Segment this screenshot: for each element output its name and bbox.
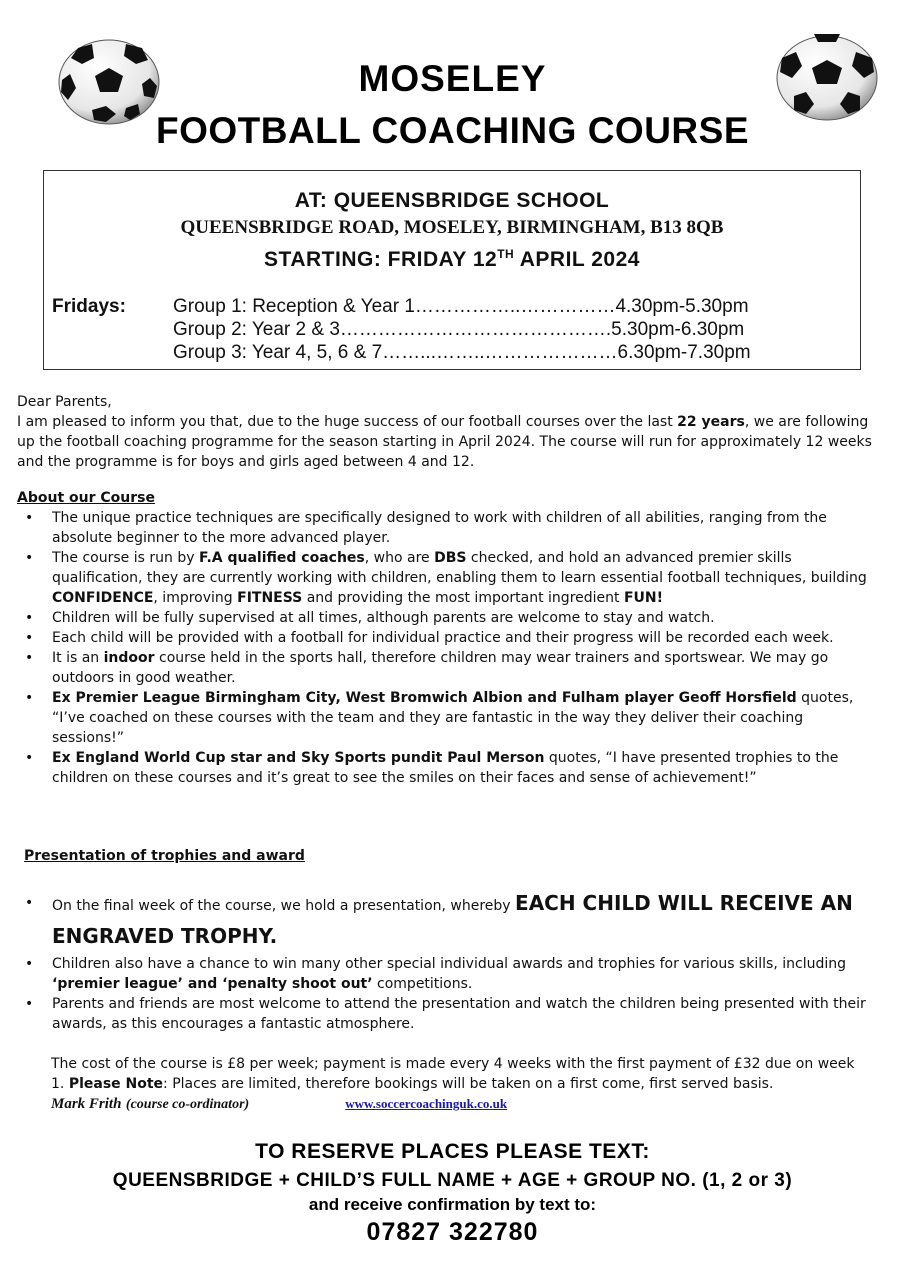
about-item-text: It is an (52, 650, 104, 666)
reserve-confirmation: and receive confirmation by text to: (308, 1195, 597, 1214)
fridays-label: Fridays: (52, 296, 126, 317)
about-item-text: The course is run by (52, 550, 199, 566)
about-item-bold: FUN! (623, 590, 664, 606)
about-list (17, 508, 877, 788)
intro-text: I am pleased to inform you that, due to the huge success of our football courses over the last (17, 414, 678, 430)
list-item (17, 628, 877, 648)
cost-paragraph (51, 1054, 871, 1115)
about-item-text: quotes, “I have presented trophies to the children on these courses and it’s great to see the smiles on their faces and sense of achievement!” (52, 750, 839, 786)
about-item-bold: Ex England World Cup star and Sky Sports pundit Paul Merson (52, 750, 545, 766)
list-item (17, 688, 877, 748)
start-date-prefix: STARTING: FRIDAY 12 (264, 248, 498, 271)
about-item-text: The unique practice techniques are specifically designed to work with children of all abilities, ranging from the absolute beginner to the more advanced player. (52, 510, 827, 546)
about-item-bold: FITNESS (237, 590, 303, 606)
about-item-text: course held in the sports hall, therefore children may wear trainers and sportswear. We may go outdoors in good weather. (52, 650, 829, 686)
cost-note-text: : Places are limited, therefore bookings will be taken on a first come, first served basis. (163, 1076, 774, 1092)
trophies-section (24, 846, 877, 866)
trophy-item-text: Parents and friends are most welcome to attend the presentation and watch the children being presented with their awards, as this encourages a fantastic atmosphere. (52, 996, 866, 1032)
trophies-list-wrap (17, 888, 877, 1034)
trophy-item-text: competitions. (372, 976, 473, 992)
about-item-bold: indoor (103, 650, 155, 666)
intro-years: 22 years (677, 414, 745, 430)
group-2-schedule: Group 2: Year 2 & 3…………………………………….5.30pm-6.30pm (173, 319, 745, 340)
about-item-bold: DBS (434, 550, 467, 566)
intro-section (17, 392, 877, 472)
group-1-schedule: Group 1: Reception & Year 1……………..……………4.30pm-5.30pm (173, 296, 749, 317)
list-item (17, 748, 877, 788)
start-date (44, 247, 860, 272)
about-item-text: Children will be fully supervised at all times, although parents are welcome to stay and watch. (52, 610, 715, 626)
group-3-schedule: Group 3: Year 4, 5, 6 & 7……...……..…………………6.30pm-7.30pm (173, 342, 751, 363)
trophy-item-text: Children also have a chance to win many other special individual awards and trophies for various skills, including (52, 956, 846, 972)
page-title-line1: MOSELEY (358, 58, 547, 99)
signature: Mark Frith (51, 1096, 122, 1112)
trophy-highlight: EACH CHILD WILL RECEIVE AN ENGRAVED TROPHY. (52, 891, 853, 948)
website-link[interactable]: www.soccercoachinguk.co.uk (345, 1096, 508, 1111)
start-date-sup: TH (497, 247, 515, 261)
about-item-text: , who are (364, 550, 435, 566)
phone-number[interactable]: 07827 322780 (366, 1218, 539, 1246)
about-heading: About our Course (17, 490, 155, 506)
intro-paragraph (17, 412, 877, 472)
note-label: Please Note (68, 1076, 164, 1092)
list-item (17, 508, 877, 548)
about-item-bold: F.A qualified coaches (198, 550, 365, 566)
reserve-heading: TO RESERVE PLACES PLEASE TEXT: (255, 1140, 650, 1163)
start-date-suffix: APRIL 2024 (514, 248, 640, 271)
about-item-bold: Ex Premier League Birmingham City, West Bromwich Albion and Fulham player Geoff Horsfield (52, 690, 797, 706)
trophy-item-bold: ‘premier league’ and ‘penalty shoot out’ (52, 976, 373, 992)
about-item-text: , improving (153, 590, 238, 606)
list-item (17, 954, 877, 994)
page-title-line2: FOOTBALL COACHING COURSE (155, 110, 750, 151)
venue-address: QUEENSBRIDGE ROAD, MOSELEY, BIRMINGHAM, B13 8QB (180, 217, 724, 238)
list-item (17, 548, 877, 608)
about-item-bold: CONFIDENCE (52, 590, 154, 606)
list-item (17, 888, 877, 954)
about-item-text: checked, and hold an advanced premier skills qualification, they are currently working with children, enabling them to learn essential football techniques, building (52, 550, 867, 586)
reserve-instructions: QUEENSBRIDGE + CHILD’S FULL NAME + AGE + GROUP NO. (1, 2 or 3) (112, 1170, 793, 1191)
intro-text-cont: , we are following up the football coaching programme for the season starting in April 2024. The course will run for approximately 12 weeks and the programme is for boys and girls aged between 4 and 12. (17, 414, 872, 470)
trophy-item-text: On the final week of the course, we hold a presentation, whereby (52, 898, 516, 914)
signature-role: (course co-ordinator) (125, 1097, 250, 1112)
cost-text: The cost of the course is £8 per week; payment is made every 4 weeks with the first payment of £32 due on week 1. (51, 1056, 855, 1092)
list-item (17, 994, 877, 1034)
list-item (17, 648, 877, 688)
about-item-text: and providing the most important ingredient (302, 590, 624, 606)
trophies-list (17, 888, 877, 1034)
venue-info-box (43, 170, 861, 370)
about-section (17, 488, 877, 788)
venue-name: AT: QUEENSBRIDGE SCHOOL (294, 189, 610, 212)
about-item-text: Each child will be provided with a football for individual practice and their progress will be recorded each week. (52, 630, 834, 646)
about-item-text: quotes, “I’ve coached on these courses with the team and they are fantastic in the way they deliver their coaching sessions!” (52, 690, 854, 746)
list-item (17, 608, 877, 628)
trophies-heading: Presentation of trophies and award (24, 848, 305, 864)
greeting: Dear Parents, (17, 394, 112, 410)
